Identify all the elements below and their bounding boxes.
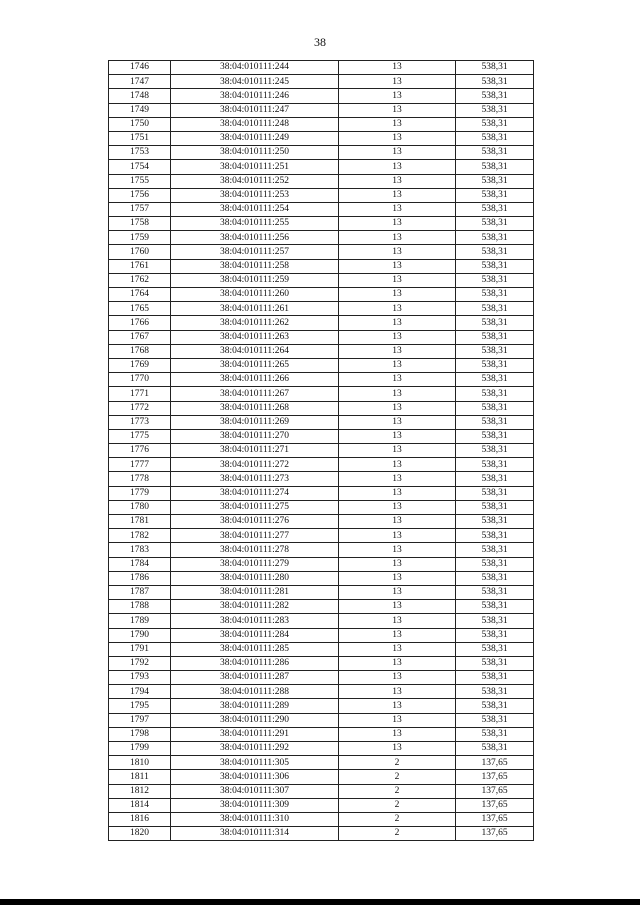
cadastral-number-cell: 38:04:010111:289 [171,699,339,713]
table-row [109,288,534,302]
cadastral-number-cell: 38:04:010111:262 [171,316,339,330]
cadastral-number-cell: 38:04:010111:246 [171,89,339,103]
count-cell: 13 [339,571,456,585]
count-cell: 13 [339,515,456,529]
count-cell: 13 [339,486,456,500]
table-row [109,316,534,330]
cadastral-number-cell: 38:04:010111:263 [171,330,339,344]
table-row [109,174,534,188]
value-cell: 538,31 [456,358,534,372]
value-cell: 538,31 [456,245,534,259]
cadastral-number-cell: 38:04:010111:291 [171,727,339,741]
row-number-cell: 1793 [109,671,171,685]
cadastral-number-cell: 38:04:010111:255 [171,217,339,231]
table-row [109,812,534,826]
count-cell: 13 [339,585,456,599]
row-number-cell: 1788 [109,600,171,614]
count-cell: 13 [339,217,456,231]
cadastral-number-cell: 38:04:010111:287 [171,671,339,685]
cadastral-number-cell: 38:04:010111:305 [171,756,339,770]
row-number-cell: 1811 [109,770,171,784]
count-cell: 13 [339,61,456,75]
count-cell: 13 [339,344,456,358]
count-cell: 13 [339,656,456,670]
count-cell: 2 [339,784,456,798]
table-row [109,458,534,472]
value-cell: 538,31 [456,500,534,514]
table-row [109,671,534,685]
count-cell: 13 [339,557,456,571]
table-row [109,131,534,145]
table-row [109,585,534,599]
table-row [109,373,534,387]
count-cell: 13 [339,742,456,756]
count-cell: 13 [339,685,456,699]
table-row [109,543,534,557]
value-cell: 538,31 [456,727,534,741]
cadastral-number-cell: 38:04:010111:278 [171,543,339,557]
count-cell: 13 [339,614,456,628]
count-cell: 13 [339,160,456,174]
cadastral-number-cell: 38:04:010111:254 [171,202,339,216]
table-row [109,89,534,103]
count-cell: 13 [339,330,456,344]
count-cell: 13 [339,131,456,145]
count-cell: 13 [339,316,456,330]
value-cell: 538,31 [456,330,534,344]
row-number-cell: 1794 [109,685,171,699]
count-cell: 13 [339,245,456,259]
value-cell: 137,65 [456,827,534,841]
count-cell: 13 [339,174,456,188]
cadastral-number-cell: 38:04:010111:258 [171,259,339,273]
table-body [109,61,534,841]
row-number-cell: 1791 [109,642,171,656]
row-number-cell: 1778 [109,472,171,486]
table-row [109,358,534,372]
cadastral-number-cell: 38:04:010111:251 [171,160,339,174]
table-row [109,571,534,585]
value-cell: 538,31 [456,302,534,316]
table-row [109,784,534,798]
count-cell: 13 [339,628,456,642]
row-number-cell: 1771 [109,387,171,401]
row-number-cell: 1768 [109,344,171,358]
row-number-cell: 1747 [109,75,171,89]
cadastral-number-cell: 38:04:010111:248 [171,117,339,131]
value-cell: 538,31 [456,515,534,529]
row-number-cell: 1792 [109,656,171,670]
value-cell: 538,31 [456,742,534,756]
table-row [109,160,534,174]
row-number-cell: 1799 [109,742,171,756]
cadastral-number-cell: 38:04:010111:267 [171,387,339,401]
table-row [109,515,534,529]
value-cell: 137,65 [456,812,534,826]
value-cell: 538,31 [456,131,534,145]
cadastral-number-cell: 38:04:010111:268 [171,401,339,415]
row-number-cell: 1769 [109,358,171,372]
count-cell: 2 [339,798,456,812]
table-row [109,387,534,401]
row-number-cell: 1820 [109,827,171,841]
row-number-cell: 1798 [109,727,171,741]
value-cell: 538,31 [456,600,534,614]
cadastral-number-cell: 38:04:010111:274 [171,486,339,500]
value-cell: 538,31 [456,103,534,117]
count-cell: 13 [339,642,456,656]
count-cell: 13 [339,458,456,472]
cadastral-number-cell: 38:04:010111:309 [171,798,339,812]
count-cell: 13 [339,259,456,273]
row-number-cell: 1780 [109,500,171,514]
table-row [109,642,534,656]
count-cell: 13 [339,75,456,89]
row-number-cell: 1760 [109,245,171,259]
table-row [109,827,534,841]
row-number-cell: 1812 [109,784,171,798]
value-cell: 538,31 [456,188,534,202]
table-row [109,259,534,273]
cadastral-number-cell: 38:04:010111:253 [171,188,339,202]
count-cell: 13 [339,529,456,543]
value-cell: 538,31 [456,387,534,401]
row-number-cell: 1777 [109,458,171,472]
row-number-cell: 1816 [109,812,171,826]
table-row [109,429,534,443]
table-row [109,756,534,770]
count-cell: 13 [339,373,456,387]
cadastral-number-cell: 38:04:010111:283 [171,614,339,628]
table-row [109,727,534,741]
cadastral-number-cell: 38:04:010111:261 [171,302,339,316]
row-number-cell: 1751 [109,131,171,145]
cadastral-number-cell: 38:04:010111:284 [171,628,339,642]
count-cell: 13 [339,202,456,216]
cadastral-number-cell: 38:04:010111:307 [171,784,339,798]
cadastral-number-cell: 38:04:010111:282 [171,600,339,614]
table-row [109,486,534,500]
row-number-cell: 1757 [109,202,171,216]
value-cell: 538,31 [456,614,534,628]
count-cell: 13 [339,699,456,713]
cadastral-number-cell: 38:04:010111:259 [171,273,339,287]
table-row [109,557,534,571]
row-number-cell: 1797 [109,713,171,727]
table-row [109,273,534,287]
row-number-cell: 1756 [109,188,171,202]
cadastral-number-cell: 38:04:010111:266 [171,373,339,387]
row-number-cell: 1782 [109,529,171,543]
value-cell: 538,31 [456,89,534,103]
row-number-cell: 1753 [109,146,171,160]
count-cell: 2 [339,812,456,826]
cadastral-number-cell: 38:04:010111:269 [171,415,339,429]
cadastral-number-cell: 38:04:010111:256 [171,231,339,245]
value-cell: 538,31 [456,685,534,699]
count-cell: 2 [339,770,456,784]
row-number-cell: 1786 [109,571,171,585]
value-cell: 538,31 [456,344,534,358]
value-cell: 538,31 [456,713,534,727]
count-cell: 13 [339,117,456,131]
value-cell: 538,31 [456,146,534,160]
value-cell: 538,31 [456,316,534,330]
cadastral-number-cell: 38:04:010111:257 [171,245,339,259]
row-number-cell: 1790 [109,628,171,642]
value-cell: 538,31 [456,671,534,685]
value-cell: 538,31 [456,217,534,231]
value-cell: 538,31 [456,444,534,458]
scan-bottom-edge [0,899,640,905]
row-number-cell: 1773 [109,415,171,429]
page-number: 38 [314,35,326,49]
cadastral-number-cell: 38:04:010111:281 [171,585,339,599]
row-number-cell: 1781 [109,515,171,529]
value-cell: 538,31 [456,373,534,387]
table-row [109,61,534,75]
value-cell: 538,31 [456,656,534,670]
cadastral-number-cell: 38:04:010111:275 [171,500,339,514]
value-cell: 538,31 [456,699,534,713]
row-number-cell: 1766 [109,316,171,330]
count-cell: 13 [339,429,456,443]
value-cell: 538,31 [456,202,534,216]
cadastral-number-cell: 38:04:010111:310 [171,812,339,826]
row-number-cell: 1789 [109,614,171,628]
value-cell: 538,31 [456,75,534,89]
row-number-cell: 1765 [109,302,171,316]
table-row [109,202,534,216]
row-number-cell: 1759 [109,231,171,245]
row-number-cell: 1787 [109,585,171,599]
count-cell: 13 [339,231,456,245]
row-number-cell: 1761 [109,259,171,273]
value-cell: 538,31 [456,458,534,472]
value-cell: 137,65 [456,784,534,798]
row-number-cell: 1762 [109,273,171,287]
table-row [109,713,534,727]
value-cell: 538,31 [456,174,534,188]
value-cell: 538,31 [456,259,534,273]
table-row [109,117,534,131]
value-cell: 538,31 [456,642,534,656]
count-cell: 13 [339,387,456,401]
cadastral-number-cell: 38:04:010111:290 [171,713,339,727]
value-cell: 538,31 [456,486,534,500]
count-cell: 13 [339,89,456,103]
row-number-cell: 1810 [109,756,171,770]
count-cell: 13 [339,671,456,685]
cadastral-number-cell: 38:04:010111:277 [171,529,339,543]
value-cell: 538,31 [456,628,534,642]
table-row [109,699,534,713]
value-cell: 538,31 [456,61,534,75]
table-row [109,103,534,117]
value-cell: 538,31 [456,231,534,245]
row-number-cell: 1767 [109,330,171,344]
table-row [109,600,534,614]
value-cell: 538,31 [456,273,534,287]
count-cell: 13 [339,472,456,486]
value-cell: 538,31 [456,160,534,174]
row-number-cell: 1758 [109,217,171,231]
value-cell: 137,65 [456,798,534,812]
count-cell: 13 [339,444,456,458]
table-row [109,344,534,358]
table-row [109,614,534,628]
row-number-cell: 1783 [109,543,171,557]
row-number-cell: 1772 [109,401,171,415]
table-row [109,529,534,543]
row-number-cell: 1748 [109,89,171,103]
count-cell: 13 [339,146,456,160]
row-number-cell: 1776 [109,444,171,458]
table-row [109,415,534,429]
cadastral-number-cell: 38:04:010111:244 [171,61,339,75]
count-cell: 13 [339,727,456,741]
value-cell: 538,31 [456,571,534,585]
cadastral-number-cell: 38:04:010111:250 [171,146,339,160]
count-cell: 13 [339,103,456,117]
value-cell: 538,31 [456,585,534,599]
count-cell: 2 [339,827,456,841]
value-cell: 538,31 [456,415,534,429]
row-number-cell: 1784 [109,557,171,571]
table-row [109,770,534,784]
table-row [109,146,534,160]
count-cell: 13 [339,288,456,302]
cadastral-number-cell: 38:04:010111:247 [171,103,339,117]
cadastral-number-cell: 38:04:010111:276 [171,515,339,529]
count-cell: 13 [339,188,456,202]
value-cell: 538,31 [456,401,534,415]
table-row [109,217,534,231]
row-number-cell: 1750 [109,117,171,131]
cadastral-number-cell: 38:04:010111:273 [171,472,339,486]
cadastral-number-cell: 38:04:010111:288 [171,685,339,699]
count-cell: 13 [339,273,456,287]
cadastral-number-cell: 38:04:010111:264 [171,344,339,358]
row-number-cell: 1755 [109,174,171,188]
count-cell: 13 [339,401,456,415]
row-number-cell: 1749 [109,103,171,117]
value-cell: 538,31 [456,288,534,302]
count-cell: 2 [339,756,456,770]
cadastral-number-cell: 38:04:010111:271 [171,444,339,458]
table-row [109,500,534,514]
row-number-cell: 1764 [109,288,171,302]
cadastral-number-cell: 38:04:010111:314 [171,827,339,841]
cadastral-number-cell: 38:04:010111:260 [171,288,339,302]
row-number-cell: 1775 [109,429,171,443]
parcel-table [108,60,534,841]
count-cell: 13 [339,500,456,514]
cadastral-number-cell: 38:04:010111:265 [171,358,339,372]
count-cell: 13 [339,415,456,429]
cadastral-number-cell: 38:04:010111:272 [171,458,339,472]
count-cell: 13 [339,358,456,372]
table-row [109,742,534,756]
table-row [109,330,534,344]
table-row [109,628,534,642]
cadastral-number-cell: 38:04:010111:252 [171,174,339,188]
row-number-cell: 1779 [109,486,171,500]
table-row [109,656,534,670]
count-cell: 13 [339,600,456,614]
cadastral-number-cell: 38:04:010111:280 [171,571,339,585]
table-row [109,401,534,415]
table-row [109,75,534,89]
table-row [109,245,534,259]
cadastral-number-cell: 38:04:010111:249 [171,131,339,145]
count-cell: 13 [339,713,456,727]
value-cell: 538,31 [456,429,534,443]
row-number-cell: 1746 [109,61,171,75]
row-number-cell: 1770 [109,373,171,387]
cadastral-number-cell: 38:04:010111:270 [171,429,339,443]
cadastral-number-cell: 38:04:010111:286 [171,656,339,670]
count-cell: 13 [339,543,456,557]
value-cell: 538,31 [456,557,534,571]
cadastral-number-cell: 38:04:010111:245 [171,75,339,89]
row-number-cell: 1814 [109,798,171,812]
table-row [109,302,534,316]
value-cell: 137,65 [456,756,534,770]
cadastral-number-cell: 38:04:010111:279 [171,557,339,571]
table-row [109,798,534,812]
value-cell: 137,65 [456,770,534,784]
table-row [109,472,534,486]
table-row [109,188,534,202]
cadastral-number-cell: 38:04:010111:306 [171,770,339,784]
table-row [109,444,534,458]
parcel-table-container [108,60,534,841]
value-cell: 538,31 [456,529,534,543]
table-row [109,231,534,245]
value-cell: 538,31 [456,472,534,486]
row-number-cell: 1795 [109,699,171,713]
table-row [109,685,534,699]
value-cell: 538,31 [456,543,534,557]
row-number-cell: 1754 [109,160,171,174]
count-cell: 13 [339,302,456,316]
value-cell: 538,31 [456,117,534,131]
cadastral-number-cell: 38:04:010111:285 [171,642,339,656]
cadastral-number-cell: 38:04:010111:292 [171,742,339,756]
